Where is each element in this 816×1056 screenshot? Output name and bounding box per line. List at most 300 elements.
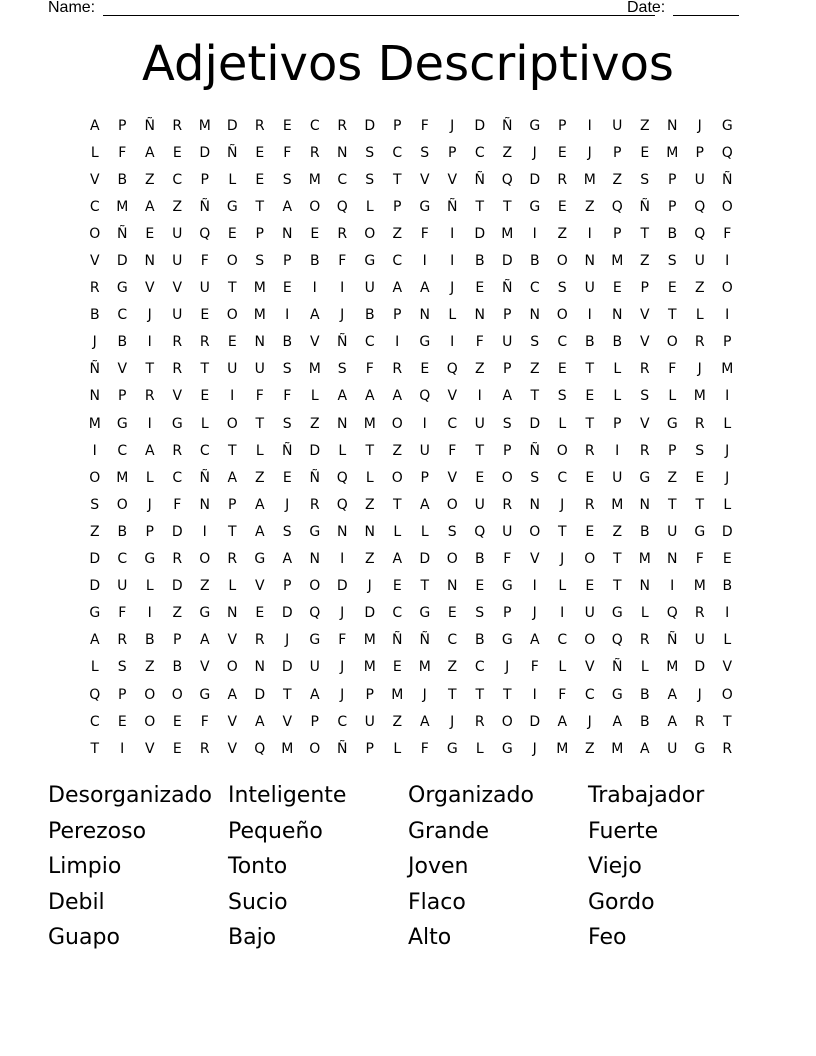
- grid-letter[interactable]: S: [502, 415, 512, 432]
- grid-letter[interactable]: Z: [364, 551, 375, 568]
- grid-letter[interactable]: A: [227, 469, 238, 486]
- grid-letter[interactable]: R: [199, 334, 210, 351]
- grid-letter[interactable]: I: [532, 686, 537, 703]
- grid-letter[interactable]: L: [448, 307, 457, 324]
- grid-letter[interactable]: U: [474, 496, 485, 513]
- grid-letter[interactable]: V: [639, 334, 650, 351]
- grid-letter[interactable]: G: [501, 632, 513, 649]
- grid-letter[interactable]: S: [365, 144, 375, 161]
- grid-letter[interactable]: J: [92, 334, 97, 351]
- grid-letter[interactable]: I: [395, 334, 400, 351]
- grid-letter[interactable]: Ñ: [722, 171, 733, 188]
- grid-letter[interactable]: Q: [446, 361, 458, 378]
- grid-letter[interactable]: S: [447, 523, 457, 540]
- grid-letter[interactable]: Ñ: [144, 117, 155, 134]
- grid-letter[interactable]: Q: [419, 388, 431, 405]
- grid-letter[interactable]: V: [722, 659, 733, 676]
- grid-letter[interactable]: I: [312, 280, 317, 297]
- grid-letter[interactable]: G: [419, 334, 431, 351]
- grid-letter[interactable]: F: [338, 632, 347, 649]
- grid-letter[interactable]: A: [254, 713, 265, 730]
- grid-letter[interactable]: L: [558, 415, 567, 432]
- grid-letter[interactable]: C: [89, 198, 100, 215]
- grid-letter[interactable]: Q: [666, 605, 678, 622]
- grid-letter[interactable]: M: [611, 253, 624, 270]
- grid-letter[interactable]: T: [695, 496, 705, 513]
- grid-letter[interactable]: P: [255, 225, 264, 242]
- grid-letter[interactable]: S: [530, 469, 540, 486]
- grid-letter[interactable]: P: [173, 632, 182, 649]
- grid-letter[interactable]: F: [503, 551, 512, 568]
- grid-letter[interactable]: C: [364, 334, 375, 351]
- grid-letter[interactable]: T: [282, 686, 292, 703]
- grid-letter[interactable]: Ñ: [199, 198, 210, 215]
- grid-letter[interactable]: T: [90, 740, 100, 757]
- grid-letter[interactable]: Q: [694, 225, 706, 242]
- grid-letter[interactable]: V: [89, 171, 100, 188]
- grid-letter[interactable]: S: [117, 659, 127, 676]
- grid-letter[interactable]: A: [337, 388, 348, 405]
- grid-letter[interactable]: P: [420, 469, 429, 486]
- grid-letter[interactable]: Ñ: [227, 144, 238, 161]
- grid-letter[interactable]: I: [725, 605, 730, 622]
- grid-letter[interactable]: E: [172, 713, 182, 730]
- grid-letter[interactable]: R: [474, 713, 485, 730]
- grid-letter[interactable]: F: [200, 713, 209, 730]
- grid-letter[interactable]: P: [668, 171, 677, 188]
- grid-letter[interactable]: F: [668, 361, 677, 378]
- grid-letter[interactable]: P: [723, 334, 732, 351]
- grid-letter[interactable]: L: [723, 415, 732, 432]
- grid-letter[interactable]: A: [612, 713, 623, 730]
- grid-letter[interactable]: P: [448, 144, 457, 161]
- grid-letter[interactable]: M: [583, 171, 596, 188]
- grid-letter[interactable]: S: [557, 388, 567, 405]
- grid-letter[interactable]: T: [475, 686, 485, 703]
- grid-letter[interactable]: C: [392, 605, 403, 622]
- grid-letter[interactable]: T: [255, 198, 265, 215]
- grid-letter[interactable]: J: [450, 117, 455, 134]
- grid-letter[interactable]: J: [367, 578, 372, 595]
- grid-letter[interactable]: R: [337, 225, 348, 242]
- grid-letter[interactable]: P: [118, 388, 127, 405]
- grid-letter[interactable]: U: [694, 632, 705, 649]
- grid-letter[interactable]: J: [340, 686, 345, 703]
- grid-letter[interactable]: B: [474, 632, 485, 649]
- grid-letter[interactable]: B: [172, 659, 183, 676]
- grid-letter[interactable]: D: [116, 253, 128, 270]
- grid-letter[interactable]: J: [340, 659, 345, 676]
- grid-letter[interactable]: O: [501, 713, 513, 730]
- grid-letter[interactable]: J: [560, 551, 565, 568]
- grid-letter[interactable]: D: [226, 117, 238, 134]
- grid-letter[interactable]: S: [282, 361, 292, 378]
- grid-letter[interactable]: G: [639, 469, 651, 486]
- grid-letter[interactable]: Z: [612, 171, 623, 188]
- grid-letter[interactable]: U: [309, 659, 320, 676]
- grid-letter[interactable]: D: [171, 578, 183, 595]
- grid-letter[interactable]: Q: [501, 171, 513, 188]
- grid-letter[interactable]: M: [556, 740, 569, 757]
- grid-letter[interactable]: Z: [667, 469, 678, 486]
- grid-letter[interactable]: Q: [611, 632, 623, 649]
- grid-letter[interactable]: F: [448, 442, 457, 459]
- grid-letter[interactable]: E: [585, 523, 595, 540]
- grid-letter[interactable]: C: [474, 659, 485, 676]
- grid-letter[interactable]: B: [309, 253, 320, 270]
- grid-letter[interactable]: U: [254, 361, 265, 378]
- grid-letter[interactable]: Q: [611, 198, 623, 215]
- grid-letter[interactable]: L: [420, 523, 429, 540]
- grid-letter[interactable]: P: [393, 307, 402, 324]
- grid-letter[interactable]: I: [147, 415, 152, 432]
- grid-letter[interactable]: F: [420, 225, 429, 242]
- grid-letter[interactable]: M: [363, 415, 376, 432]
- grid-letter[interactable]: F: [118, 605, 127, 622]
- grid-letter[interactable]: A: [144, 144, 155, 161]
- grid-letter[interactable]: L: [613, 388, 622, 405]
- grid-letter[interactable]: G: [611, 605, 623, 622]
- grid-letter[interactable]: F: [283, 144, 292, 161]
- name-field-line[interactable]: [103, 15, 655, 16]
- grid-letter[interactable]: R: [254, 632, 265, 649]
- grid-letter[interactable]: L: [613, 361, 622, 378]
- grid-letter[interactable]: G: [694, 740, 706, 757]
- grid-letter[interactable]: O: [171, 686, 183, 703]
- grid-letter[interactable]: N: [667, 551, 678, 568]
- grid-letter[interactable]: C: [447, 415, 458, 432]
- grid-letter[interactable]: B: [722, 578, 733, 595]
- grid-letter[interactable]: L: [475, 740, 484, 757]
- grid-letter[interactable]: G: [116, 280, 128, 297]
- grid-letter[interactable]: C: [337, 713, 348, 730]
- grid-letter[interactable]: P: [503, 307, 512, 324]
- grid-letter[interactable]: Q: [336, 469, 348, 486]
- grid-letter[interactable]: B: [474, 253, 485, 270]
- grid-letter[interactable]: M: [253, 307, 266, 324]
- grid-letter[interactable]: J: [560, 496, 565, 513]
- grid-letter[interactable]: P: [695, 144, 704, 161]
- grid-letter[interactable]: D: [721, 523, 733, 540]
- grid-letter[interactable]: B: [282, 334, 293, 351]
- grid-letter[interactable]: T: [585, 361, 595, 378]
- grid-letter[interactable]: M: [363, 659, 376, 676]
- grid-letter[interactable]: E: [145, 225, 155, 242]
- grid-letter[interactable]: M: [253, 280, 266, 297]
- grid-letter[interactable]: O: [226, 415, 238, 432]
- grid-letter[interactable]: E: [447, 605, 457, 622]
- grid-letter[interactable]: A: [392, 388, 403, 405]
- grid-letter[interactable]: T: [420, 578, 430, 595]
- grid-letter[interactable]: B: [117, 171, 128, 188]
- grid-letter[interactable]: M: [638, 551, 651, 568]
- grid-letter[interactable]: V: [309, 334, 320, 351]
- grid-letter[interactable]: I: [477, 388, 482, 405]
- grid-letter[interactable]: D: [529, 415, 541, 432]
- grid-letter[interactable]: S: [475, 605, 485, 622]
- grid-letter[interactable]: B: [144, 632, 155, 649]
- grid-letter[interactable]: S: [667, 253, 677, 270]
- grid-letter[interactable]: J: [147, 496, 152, 513]
- grid-letter[interactable]: A: [419, 280, 430, 297]
- grid-letter[interactable]: N: [199, 496, 210, 513]
- grid-letter[interactable]: R: [309, 496, 320, 513]
- grid-letter[interactable]: L: [90, 659, 99, 676]
- grid-letter[interactable]: Z: [172, 198, 183, 215]
- grid-letter[interactable]: L: [393, 740, 402, 757]
- grid-letter[interactable]: G: [721, 117, 733, 134]
- grid-letter[interactable]: U: [502, 523, 513, 540]
- grid-letter[interactable]: T: [227, 442, 237, 459]
- grid-letter[interactable]: T: [722, 713, 732, 730]
- grid-letter[interactable]: Ñ: [392, 632, 403, 649]
- grid-letter[interactable]: M: [666, 144, 679, 161]
- grid-letter[interactable]: U: [502, 334, 513, 351]
- grid-letter[interactable]: J: [340, 605, 345, 622]
- grid-letter[interactable]: F: [695, 551, 704, 568]
- grid-letter[interactable]: E: [227, 334, 237, 351]
- grid-letter[interactable]: E: [557, 144, 567, 161]
- grid-letter[interactable]: L: [200, 415, 209, 432]
- grid-letter[interactable]: R: [254, 117, 265, 134]
- grid-letter[interactable]: C: [172, 469, 183, 486]
- grid-letter[interactable]: D: [694, 659, 706, 676]
- grid-letter[interactable]: G: [89, 605, 101, 622]
- grid-letter[interactable]: N: [447, 578, 458, 595]
- grid-letter[interactable]: J: [450, 713, 455, 730]
- grid-letter[interactable]: P: [393, 198, 402, 215]
- grid-letter[interactable]: U: [612, 117, 623, 134]
- grid-letter[interactable]: Ñ: [117, 225, 128, 242]
- grid-letter[interactable]: Ñ: [529, 442, 540, 459]
- grid-letter[interactable]: E: [282, 469, 292, 486]
- grid-letter[interactable]: P: [200, 171, 209, 188]
- grid-letter[interactable]: Z: [447, 659, 458, 676]
- grid-letter[interactable]: U: [172, 253, 183, 270]
- grid-letter[interactable]: D: [474, 117, 486, 134]
- grid-letter[interactable]: M: [611, 740, 624, 757]
- grid-letter[interactable]: E: [282, 117, 292, 134]
- grid-letter[interactable]: S: [282, 415, 292, 432]
- grid-letter[interactable]: V: [419, 171, 430, 188]
- grid-letter[interactable]: A: [667, 686, 678, 703]
- grid-letter[interactable]: Z: [639, 253, 650, 270]
- grid-letter[interactable]: I: [422, 253, 427, 270]
- grid-letter[interactable]: C: [89, 713, 100, 730]
- grid-letter[interactable]: G: [529, 117, 541, 134]
- grid-letter[interactable]: G: [419, 198, 431, 215]
- grid-letter[interactable]: V: [227, 740, 238, 757]
- grid-letter[interactable]: P: [503, 361, 512, 378]
- grid-letter[interactable]: R: [172, 334, 183, 351]
- grid-letter[interactable]: A: [309, 686, 320, 703]
- grid-letter[interactable]: P: [118, 686, 127, 703]
- grid-letter[interactable]: Ñ: [667, 632, 678, 649]
- grid-letter[interactable]: B: [89, 307, 100, 324]
- grid-letter[interactable]: P: [668, 198, 677, 215]
- grid-letter[interactable]: F: [365, 361, 374, 378]
- grid-letter[interactable]: E: [200, 388, 210, 405]
- grid-letter[interactable]: D: [364, 117, 376, 134]
- grid-letter[interactable]: E: [475, 469, 485, 486]
- grid-letter[interactable]: L: [228, 578, 237, 595]
- grid-letter[interactable]: J: [725, 442, 730, 459]
- grid-letter[interactable]: N: [282, 225, 293, 242]
- grid-letter[interactable]: Ñ: [447, 198, 458, 215]
- grid-letter[interactable]: J: [340, 307, 345, 324]
- grid-letter[interactable]: Ñ: [89, 361, 100, 378]
- grid-letter[interactable]: D: [501, 253, 513, 270]
- grid-letter[interactable]: J: [532, 605, 537, 622]
- grid-letter[interactable]: N: [639, 496, 650, 513]
- grid-letter[interactable]: A: [282, 198, 293, 215]
- grid-letter[interactable]: G: [446, 740, 458, 757]
- grid-letter[interactable]: D: [89, 551, 101, 568]
- grid-letter[interactable]: N: [364, 523, 375, 540]
- grid-letter[interactable]: O: [309, 578, 321, 595]
- grid-letter[interactable]: V: [639, 307, 650, 324]
- grid-letter[interactable]: N: [612, 307, 623, 324]
- grid-letter[interactable]: Ñ: [337, 334, 348, 351]
- grid-letter[interactable]: Z: [144, 659, 155, 676]
- grid-letter[interactable]: N: [309, 551, 320, 568]
- grid-letter[interactable]: Q: [89, 686, 101, 703]
- grid-letter[interactable]: I: [670, 578, 675, 595]
- grid-letter[interactable]: E: [227, 225, 237, 242]
- grid-letter[interactable]: I: [532, 225, 537, 242]
- grid-letter[interactable]: M: [611, 496, 624, 513]
- grid-letter[interactable]: E: [585, 578, 595, 595]
- grid-letter[interactable]: E: [475, 578, 485, 595]
- grid-letter[interactable]: E: [255, 171, 265, 188]
- grid-letter[interactable]: R: [639, 632, 650, 649]
- grid-letter[interactable]: U: [172, 225, 183, 242]
- grid-letter[interactable]: A: [227, 686, 238, 703]
- grid-letter[interactable]: J: [505, 659, 510, 676]
- grid-letter[interactable]: U: [667, 740, 678, 757]
- grid-letter[interactable]: E: [557, 361, 567, 378]
- grid-letter[interactable]: U: [117, 578, 128, 595]
- grid-letter[interactable]: V: [529, 551, 540, 568]
- grid-letter[interactable]: E: [172, 740, 182, 757]
- grid-letter[interactable]: E: [392, 659, 402, 676]
- grid-letter[interactable]: T: [200, 361, 210, 378]
- grid-letter[interactable]: E: [640, 144, 650, 161]
- grid-letter[interactable]: L: [310, 388, 319, 405]
- grid-letter[interactable]: T: [365, 442, 375, 459]
- grid-letter[interactable]: N: [584, 253, 595, 270]
- grid-letter[interactable]: U: [694, 253, 705, 270]
- grid-letter[interactable]: R: [172, 551, 183, 568]
- grid-letter[interactable]: M: [88, 415, 101, 432]
- grid-letter[interactable]: D: [199, 144, 211, 161]
- grid-letter[interactable]: R: [392, 361, 403, 378]
- grid-letter[interactable]: O: [721, 280, 733, 297]
- grid-letter[interactable]: A: [639, 740, 650, 757]
- grid-letter[interactable]: A: [419, 713, 430, 730]
- grid-letter[interactable]: A: [144, 442, 155, 459]
- grid-letter[interactable]: S: [282, 171, 292, 188]
- grid-letter[interactable]: R: [584, 496, 595, 513]
- grid-letter[interactable]: C: [557, 334, 568, 351]
- grid-letter[interactable]: G: [116, 415, 128, 432]
- grid-letter[interactable]: E: [695, 469, 705, 486]
- grid-letter[interactable]: G: [364, 253, 376, 270]
- grid-letter[interactable]: J: [725, 469, 730, 486]
- grid-letter[interactable]: E: [585, 388, 595, 405]
- grid-letter[interactable]: R: [227, 551, 238, 568]
- grid-letter[interactable]: M: [281, 740, 294, 757]
- grid-letter[interactable]: B: [117, 523, 128, 540]
- grid-letter[interactable]: T: [585, 415, 595, 432]
- grid-letter[interactable]: J: [697, 361, 702, 378]
- grid-letter[interactable]: U: [474, 415, 485, 432]
- grid-letter[interactable]: F: [283, 388, 292, 405]
- grid-letter[interactable]: L: [90, 144, 99, 161]
- grid-letter[interactable]: G: [171, 415, 183, 432]
- grid-letter[interactable]: C: [447, 632, 458, 649]
- grid-letter[interactable]: F: [420, 740, 429, 757]
- grid-letter[interactable]: E: [255, 144, 265, 161]
- grid-letter[interactable]: I: [450, 225, 455, 242]
- grid-letter[interactable]: R: [694, 415, 705, 432]
- grid-letter[interactable]: A: [529, 632, 540, 649]
- grid-letter[interactable]: P: [558, 117, 567, 134]
- grid-letter[interactable]: B: [639, 523, 650, 540]
- grid-letter[interactable]: S: [282, 523, 292, 540]
- grid-letter[interactable]: N: [337, 523, 348, 540]
- grid-letter[interactable]: E: [667, 280, 677, 297]
- grid-letter[interactable]: J: [697, 117, 702, 134]
- grid-letter[interactable]: P: [613, 144, 622, 161]
- grid-letter[interactable]: D: [254, 686, 266, 703]
- grid-letter[interactable]: B: [639, 686, 650, 703]
- grid-letter[interactable]: N: [337, 144, 348, 161]
- grid-letter[interactable]: J: [450, 280, 455, 297]
- grid-letter[interactable]: M: [693, 578, 706, 595]
- grid-letter[interactable]: S: [420, 144, 430, 161]
- grid-letter[interactable]: I: [560, 605, 565, 622]
- grid-letter[interactable]: D: [281, 659, 293, 676]
- grid-letter[interactable]: O: [721, 686, 733, 703]
- grid-letter[interactable]: R: [172, 361, 183, 378]
- grid-letter[interactable]: Z: [254, 469, 265, 486]
- grid-letter[interactable]: U: [364, 713, 375, 730]
- grid-letter[interactable]: T: [392, 496, 402, 513]
- grid-letter[interactable]: E: [612, 280, 622, 297]
- grid-letter[interactable]: B: [667, 225, 678, 242]
- grid-letter[interactable]: O: [309, 740, 321, 757]
- grid-letter[interactable]: P: [145, 523, 154, 540]
- grid-letter[interactable]: A: [199, 632, 210, 649]
- grid-letter[interactable]: N: [144, 253, 155, 270]
- grid-letter[interactable]: N: [227, 605, 238, 622]
- grid-letter[interactable]: F: [420, 117, 429, 134]
- grid-letter[interactable]: Z: [639, 117, 650, 134]
- grid-letter[interactable]: Z: [584, 740, 595, 757]
- grid-letter[interactable]: Q: [694, 198, 706, 215]
- grid-letter[interactable]: Z: [474, 361, 485, 378]
- grid-letter[interactable]: O: [116, 496, 128, 513]
- grid-letter[interactable]: C: [199, 442, 210, 459]
- grid-letter[interactable]: Ñ: [282, 442, 293, 459]
- grid-letter[interactable]: C: [309, 117, 320, 134]
- grid-letter[interactable]: L: [558, 578, 567, 595]
- grid-letter[interactable]: U: [227, 361, 238, 378]
- grid-letter[interactable]: I: [587, 225, 592, 242]
- grid-letter[interactable]: G: [611, 686, 623, 703]
- grid-letter[interactable]: V: [447, 388, 458, 405]
